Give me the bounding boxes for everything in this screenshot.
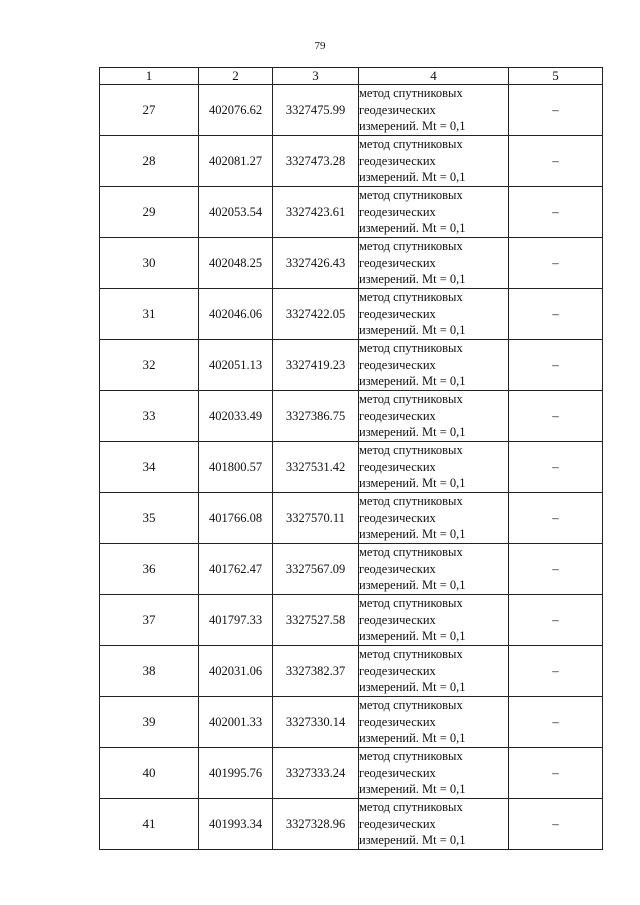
point-number-cell: 40 xyxy=(100,748,199,799)
method-cell xyxy=(359,187,509,238)
method-line: измерений. Mt = 0,1 xyxy=(359,272,466,287)
point-number-cell: 30 xyxy=(100,238,199,289)
x-coordinate-cell: 402051.13 xyxy=(199,340,273,391)
method-line: геодезических xyxy=(359,816,436,831)
y-coordinate-cell: 3327386.75 xyxy=(273,391,359,442)
method-line: геодезических xyxy=(359,714,436,729)
point-number-cell: 38 xyxy=(100,646,199,697)
x-coordinate-cell: 402046.06 xyxy=(199,289,273,340)
note-cell: – xyxy=(509,799,603,850)
note-cell: – xyxy=(509,391,603,442)
method-line: геодезических xyxy=(359,408,436,423)
method-line: метод спутниковых xyxy=(359,341,463,356)
column-header-1: 1 xyxy=(100,68,199,85)
method-line: измерений. Mt = 0,1 xyxy=(359,425,466,440)
table-row xyxy=(100,289,603,340)
point-number-cell: 27 xyxy=(100,85,199,136)
x-coordinate-cell: 401993.34 xyxy=(199,799,273,850)
method-cell xyxy=(359,493,509,544)
point-number-cell: 37 xyxy=(100,595,199,646)
method-line: геодезических xyxy=(359,153,436,168)
point-number-cell: 39 xyxy=(100,697,199,748)
point-number-cell: 31 xyxy=(100,289,199,340)
y-coordinate-cell: 3327330.14 xyxy=(273,697,359,748)
x-coordinate-cell: 401766.08 xyxy=(199,493,273,544)
note-cell: – xyxy=(509,595,603,646)
note-cell: – xyxy=(509,544,603,595)
table-row xyxy=(100,136,603,187)
x-coordinate-cell: 401800.57 xyxy=(199,442,273,493)
note-cell: – xyxy=(509,136,603,187)
y-coordinate-cell: 3327419.23 xyxy=(273,340,359,391)
method-cell xyxy=(359,544,509,595)
method-cell xyxy=(359,799,509,850)
method-line: измерений. Mt = 0,1 xyxy=(359,221,466,236)
y-coordinate-cell: 3327333.24 xyxy=(273,748,359,799)
method-line: геодезических xyxy=(359,357,436,372)
method-line: метод спутниковых xyxy=(359,800,463,815)
point-number-cell: 29 xyxy=(100,187,199,238)
x-coordinate-cell: 402081.27 xyxy=(199,136,273,187)
method-line: метод спутниковых xyxy=(359,596,463,611)
method-line: измерений. Mt = 0,1 xyxy=(359,476,466,491)
column-header-4: 4 xyxy=(359,68,509,85)
table-row xyxy=(100,85,603,136)
method-line: измерений. Mt = 0,1 xyxy=(359,731,466,746)
table-body xyxy=(100,85,603,850)
method-cell xyxy=(359,136,509,187)
method-line: геодезических xyxy=(359,255,436,270)
method-line: геодезических xyxy=(359,561,436,576)
point-number-cell: 35 xyxy=(100,493,199,544)
method-cell xyxy=(359,595,509,646)
method-line: измерений. Mt = 0,1 xyxy=(359,833,466,848)
x-coordinate-cell: 401797.33 xyxy=(199,595,273,646)
table-header-row xyxy=(100,68,603,85)
point-number-cell: 32 xyxy=(100,340,199,391)
note-cell: – xyxy=(509,748,603,799)
note-cell: – xyxy=(509,646,603,697)
y-coordinate-cell: 3327475.99 xyxy=(273,85,359,136)
method-line: геодезических xyxy=(359,663,436,678)
point-number-cell: 34 xyxy=(100,442,199,493)
y-coordinate-cell: 3327422.05 xyxy=(273,289,359,340)
table-row xyxy=(100,238,603,289)
method-line: геодезических xyxy=(359,459,436,474)
table-row xyxy=(100,646,603,697)
y-coordinate-cell: 3327567.09 xyxy=(273,544,359,595)
note-cell: – xyxy=(509,697,603,748)
method-line: метод спутниковых xyxy=(359,86,463,101)
point-number-cell: 28 xyxy=(100,136,199,187)
point-number-cell: 33 xyxy=(100,391,199,442)
note-cell: – xyxy=(509,85,603,136)
y-coordinate-cell: 3327570.11 xyxy=(273,493,359,544)
method-line: измерений. Mt = 0,1 xyxy=(359,629,466,644)
method-line: измерений. Mt = 0,1 xyxy=(359,119,466,134)
x-coordinate-cell: 401762.47 xyxy=(199,544,273,595)
method-line: метод спутниковых xyxy=(359,392,463,407)
table-row xyxy=(100,442,603,493)
point-number-cell: 36 xyxy=(100,544,199,595)
table-row xyxy=(100,187,603,238)
method-cell xyxy=(359,697,509,748)
method-line: метод спутниковых xyxy=(359,188,463,203)
method-line: метод спутниковых xyxy=(359,545,463,560)
note-cell: – xyxy=(509,289,603,340)
method-line: измерений. Mt = 0,1 xyxy=(359,680,466,695)
method-line: измерений. Mt = 0,1 xyxy=(359,170,466,185)
y-coordinate-cell: 3327328.96 xyxy=(273,799,359,850)
method-line: измерений. Mt = 0,1 xyxy=(359,323,466,338)
y-coordinate-cell: 3327423.61 xyxy=(273,187,359,238)
note-cell: – xyxy=(509,493,603,544)
method-line: метод спутниковых xyxy=(359,647,463,662)
x-coordinate-cell: 402048.25 xyxy=(199,238,273,289)
x-coordinate-cell: 402001.33 xyxy=(199,697,273,748)
method-line: метод спутниковых xyxy=(359,137,463,152)
method-line: геодезических xyxy=(359,510,436,525)
method-line: геодезических xyxy=(359,765,436,780)
table-row xyxy=(100,799,603,850)
method-cell xyxy=(359,340,509,391)
method-line: метод спутниковых xyxy=(359,494,463,509)
x-coordinate-cell: 402031.06 xyxy=(199,646,273,697)
x-coordinate-cell: 402053.54 xyxy=(199,187,273,238)
table-row xyxy=(100,544,603,595)
method-line: геодезических xyxy=(359,102,436,117)
method-line: метод спутниковых xyxy=(359,749,463,764)
method-line: измерений. Mt = 0,1 xyxy=(359,578,466,593)
method-line: метод спутниковых xyxy=(359,698,463,713)
method-line: геодезических xyxy=(359,306,436,321)
method-line: метод спутниковых xyxy=(359,239,463,254)
table-row xyxy=(100,391,603,442)
method-line: метод спутниковых xyxy=(359,443,463,458)
y-coordinate-cell: 3327531.42 xyxy=(273,442,359,493)
coordinates-table xyxy=(99,67,603,850)
table-row xyxy=(100,340,603,391)
column-header-2: 2 xyxy=(199,68,273,85)
table-row xyxy=(100,595,603,646)
method-line: метод спутниковых xyxy=(359,290,463,305)
y-coordinate-cell: 3327527.58 xyxy=(273,595,359,646)
x-coordinate-cell: 401995.76 xyxy=(199,748,273,799)
table-row xyxy=(100,493,603,544)
method-line: геодезических xyxy=(359,612,436,627)
method-cell xyxy=(359,85,509,136)
note-cell: – xyxy=(509,340,603,391)
method-line: измерений. Mt = 0,1 xyxy=(359,527,466,542)
method-cell xyxy=(359,238,509,289)
y-coordinate-cell: 3327426.43 xyxy=(273,238,359,289)
note-cell: – xyxy=(509,187,603,238)
method-line: измерений. Mt = 0,1 xyxy=(359,782,466,797)
x-coordinate-cell: 402033.49 xyxy=(199,391,273,442)
column-header-3: 3 xyxy=(273,68,359,85)
method-cell xyxy=(359,289,509,340)
y-coordinate-cell: 3327382.37 xyxy=(273,646,359,697)
point-number-cell: 41 xyxy=(100,799,199,850)
method-line: измерений. Mt = 0,1 xyxy=(359,374,466,389)
column-header-5: 5 xyxy=(509,68,603,85)
method-cell xyxy=(359,646,509,697)
page-number: 79 xyxy=(314,40,326,52)
table-row xyxy=(100,697,603,748)
method-cell xyxy=(359,391,509,442)
x-coordinate-cell: 402076.62 xyxy=(199,85,273,136)
note-cell: – xyxy=(509,442,603,493)
y-coordinate-cell: 3327473.28 xyxy=(273,136,359,187)
note-cell: – xyxy=(509,238,603,289)
table-row xyxy=(100,748,603,799)
method-cell xyxy=(359,442,509,493)
method-cell xyxy=(359,748,509,799)
method-line: геодезических xyxy=(359,204,436,219)
